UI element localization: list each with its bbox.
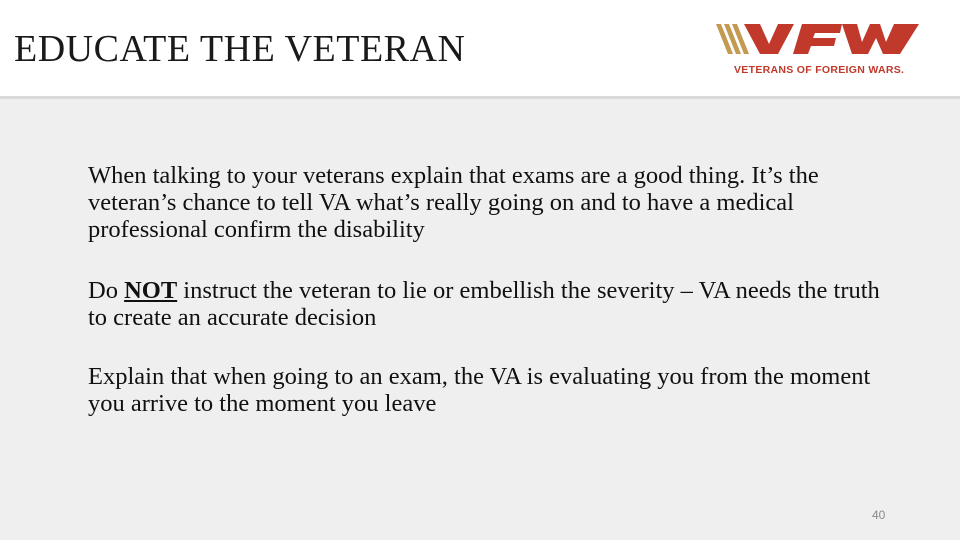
vfw-logo (712, 18, 926, 80)
paragraph-text: Do (88, 277, 125, 304)
logo-tagline: VETERANS OF FOREIGN WARS. (734, 64, 905, 76)
slide-header (0, 0, 960, 99)
paragraph-exams-good: When talking to your veterans explain that exams are a good thing. It’s the veteran’s chance to tell VA what’s really going on and to have a medical professional confirm the disability (88, 162, 819, 243)
vfw-wordmark-icon (712, 18, 926, 62)
paragraph-do-not-lie (88, 277, 898, 331)
slide-body (0, 99, 960, 540)
page-number: 40 (872, 508, 886, 522)
paragraph-text: instruct the veteran to lie or embellish the severity – VA needs the truth to create an accurate decision (88, 277, 880, 331)
paragraph-evaluation: Explain that when going to an exam, the VA is evaluating you from the moment you arrive to the moment you leave (88, 363, 871, 417)
emphasis-not: NOT (124, 277, 178, 304)
slide-title: EDUCATE THE VETERAN (14, 28, 466, 70)
